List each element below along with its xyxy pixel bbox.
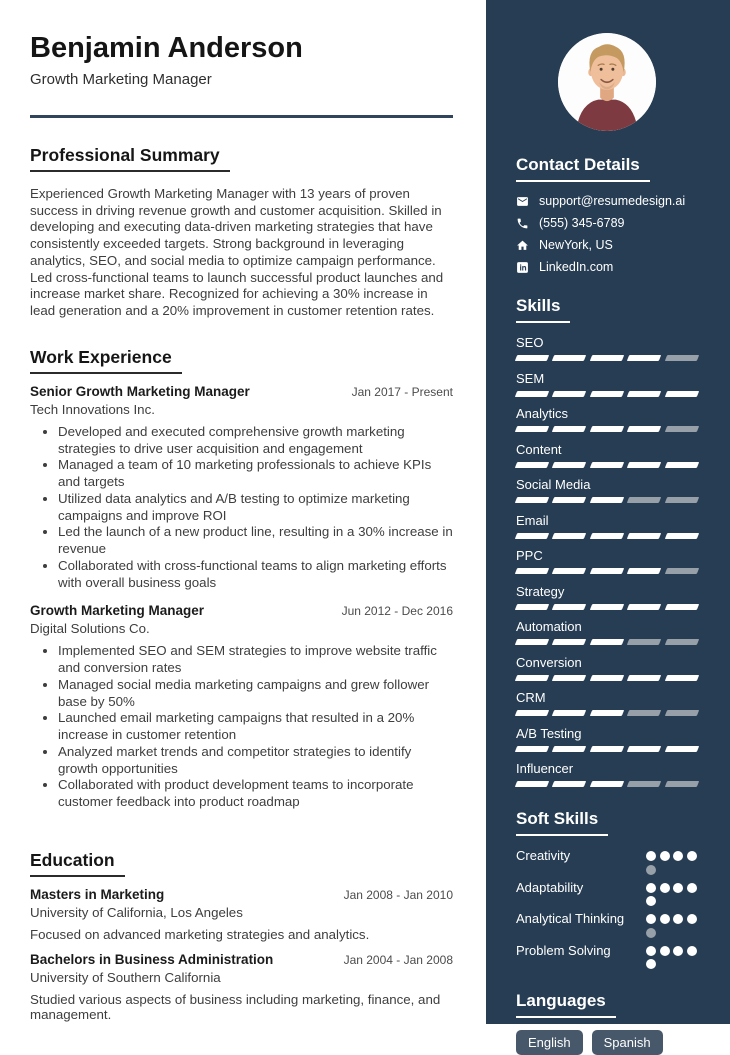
skill-bar — [516, 391, 698, 397]
skill-bar — [516, 675, 698, 681]
skill-row — [516, 690, 698, 716]
soft-skill-dot — [660, 946, 670, 956]
skill-row — [516, 726, 698, 752]
job-bullet: • Analyzed market trends and competitor strategies to identify growth opportunities — [58, 744, 453, 778]
soft-skill-dot — [660, 851, 670, 861]
skill-bar-segment — [664, 675, 699, 681]
job-bullet: • Implemented SEO and SEM strategies to improve website traffic and conversion rates — [58, 643, 453, 677]
contact-text: (555) 345-6789 — [539, 216, 625, 230]
job-entry — [30, 384, 453, 592]
soft-skills-heading: Soft Skills — [516, 809, 608, 836]
education-school: University of Southern California — [30, 969, 221, 985]
skill-bar-segment — [627, 355, 662, 361]
skill-bar-segment — [515, 746, 550, 752]
skill-bar-segment — [664, 426, 699, 432]
skill-bar-segment — [552, 781, 587, 787]
contact-text: support@resumedesign.ai — [539, 194, 686, 208]
skill-bar-segment — [590, 462, 625, 468]
skill-bar-segment — [590, 639, 625, 645]
language-pill: Spanish — [592, 1030, 663, 1055]
contact-item[interactable] — [516, 194, 698, 208]
soft-skill-dots — [646, 946, 698, 970]
skill-bar — [516, 426, 698, 432]
soft-skill-dot — [673, 883, 683, 893]
soft-skill-row — [516, 911, 698, 938]
job-title: Senior Growth Marketing Manager — [30, 383, 250, 399]
soft-skill-dot — [687, 883, 697, 893]
soft-skill-row — [516, 943, 698, 970]
soft-skill-dot — [673, 914, 683, 924]
skill-bar-segment — [664, 604, 699, 610]
soft-skill-dot — [646, 865, 656, 875]
skill-label: PPC — [516, 548, 543, 563]
skill-bar-segment — [627, 746, 662, 752]
skill-bar-segment — [590, 391, 625, 397]
skill-bar-segment — [515, 426, 550, 432]
skill-bar-segment — [664, 639, 699, 645]
job-company: Digital Solutions Co. — [30, 621, 150, 637]
skill-bar — [516, 462, 698, 468]
skills-section — [516, 296, 698, 787]
skill-bar-segment — [552, 497, 587, 503]
skill-bar-segment — [552, 533, 587, 539]
soft-skill-dot — [646, 914, 656, 924]
email-icon — [516, 195, 529, 208]
education-list — [30, 887, 453, 1022]
job-bullet-list — [30, 424, 453, 592]
job-list — [30, 384, 453, 811]
skill-bar-segment — [552, 710, 587, 716]
skill-bar-segment — [515, 391, 550, 397]
skill-row — [516, 477, 698, 503]
soft-skill-dot — [660, 883, 670, 893]
skill-bar-segment — [664, 746, 699, 752]
skill-row — [516, 513, 698, 539]
education-header — [30, 952, 453, 967]
job-header — [30, 384, 453, 399]
soft-skill-dots — [646, 914, 698, 938]
skill-label: Email — [516, 512, 549, 528]
skill-bar-segment — [515, 533, 550, 539]
skills-heading: Skills — [516, 296, 570, 323]
profile-photo — [558, 33, 656, 131]
skill-row — [516, 442, 698, 468]
contact-text: NewYork, US — [539, 238, 613, 252]
skill-bar — [516, 746, 698, 752]
soft-skill-dot — [673, 851, 683, 861]
soft-skill-label: Creativity — [516, 848, 571, 863]
skill-bar-segment — [590, 497, 625, 503]
job-bullet: • Utilized data analytics and A/B testing to optimize marketing campaigns and improve ROI — [58, 491, 453, 525]
skills-list — [516, 335, 698, 787]
skill-bar-segment — [627, 639, 662, 645]
skill-label: Conversion — [516, 654, 582, 670]
person-job-title: Growth Marketing Manager — [30, 70, 212, 88]
skill-bar-segment — [515, 604, 550, 610]
education-dates: Jan 2008 - Jan 2010 — [343, 887, 453, 902]
education-entry — [30, 952, 453, 1022]
job-bullet: • Collaborated with cross-functional teams to align marketing efforts with overall business goals — [58, 558, 453, 592]
sidebar — [486, 0, 730, 1050]
education-dates: Jan 2004 - Jan 2008 — [343, 952, 453, 967]
skill-bar-segment — [515, 462, 550, 468]
soft-skill-dots — [646, 851, 698, 875]
skill-bar-segment — [515, 568, 550, 574]
skill-bar-segment — [515, 639, 550, 645]
summary-text: Experienced Growth Marketing Manager with 13 years of proven success in driving revenue growth and customer acquisition. Skilled in developing and executing data-driven marketing strategies that have consistently exceeded targets. Strong background in leveraging analytics, SEO, and social media to optimize campaign performance. Led cross-functional teams to launch successful product launches and increase market share. Recognized for achieving a 30% increase in lead generation and a 20% improvement in customer retention rates. — [30, 185, 444, 319]
skill-bar — [516, 710, 698, 716]
skill-label: Content — [516, 441, 562, 457]
language-pill: English — [516, 1030, 583, 1055]
job-bullet: • Launched email marketing campaigns that resulted in a 20% increase in customer retention — [58, 710, 453, 744]
skill-label: Influencer — [516, 761, 574, 776]
education-entry — [30, 887, 453, 942]
soft-skill-dot — [646, 896, 656, 906]
contact-item[interactable] — [516, 238, 698, 252]
job-dates: Jan 2017 - Present — [351, 384, 453, 399]
skill-label: CRM — [516, 690, 546, 705]
experience-section — [30, 320, 453, 811]
skill-bar-segment — [515, 710, 550, 716]
skill-bar-segment — [552, 355, 587, 361]
skill-bar-segment — [627, 497, 662, 503]
soft-skill-dot — [646, 959, 656, 969]
contact-list — [516, 194, 698, 274]
soft-skill-dot — [646, 928, 656, 938]
skill-bar-segment — [627, 675, 662, 681]
skill-row — [516, 584, 698, 610]
skill-bar-segment — [590, 355, 625, 361]
skill-bar-segment — [627, 391, 662, 397]
soft-skill-dot — [660, 914, 670, 924]
soft-skill-dot — [687, 946, 697, 956]
skill-bar-segment — [552, 675, 587, 681]
education-description: Focused on advanced marketing strategies and analytics. — [30, 926, 370, 942]
skill-bar-segment — [627, 462, 662, 468]
skill-bar — [516, 604, 698, 610]
skill-bar-segment — [627, 604, 662, 610]
skill-bar-segment — [552, 568, 587, 574]
skill-bar-segment — [590, 710, 625, 716]
skill-bar-segment — [552, 462, 587, 468]
education-section — [30, 823, 453, 1022]
skill-bar-segment — [590, 675, 625, 681]
skill-bar-segment — [664, 391, 699, 397]
avatar — [558, 33, 656, 131]
skill-row — [516, 655, 698, 681]
job-dates: Jun 2012 - Dec 2016 — [341, 604, 453, 619]
skill-bar-segment — [515, 497, 550, 503]
job-company: Tech Innovations Inc. — [30, 401, 155, 417]
skill-bar-segment — [627, 710, 662, 716]
skill-bar-segment — [664, 533, 699, 539]
skill-bar-segment — [664, 781, 699, 787]
job-bullet-list — [30, 643, 453, 811]
skill-bar — [516, 781, 698, 787]
skill-bar-segment — [590, 533, 625, 539]
skill-row — [516, 406, 698, 432]
skill-bar — [516, 533, 698, 539]
education-school: University of California, Los Angeles — [30, 904, 243, 920]
contact-item[interactable] — [516, 260, 698, 274]
soft-skill-label: Analytical Thinking — [516, 911, 625, 926]
job-bullet: • Developed and executed comprehensive growth marketing strategies to drive user acquisition and engagement — [58, 424, 453, 458]
skill-bar — [516, 568, 698, 574]
skill-bar-segment — [664, 710, 699, 716]
skill-bar-segment — [590, 426, 625, 432]
job-bullet: • Led the launch of a new product line, resulting in a 30% increase in revenue — [58, 524, 453, 558]
skill-bar-segment — [515, 355, 550, 361]
skill-bar-segment — [627, 568, 662, 574]
soft-skill-dot — [673, 946, 683, 956]
skill-bar-segment — [515, 781, 550, 787]
skill-bar-segment — [664, 568, 699, 574]
job-title: Growth Marketing Manager — [30, 603, 205, 619]
soft-skill-dots — [646, 883, 698, 907]
education-header — [30, 887, 453, 902]
soft-skill-dot — [646, 883, 656, 893]
languages-list — [516, 1030, 698, 1055]
job-bullet: • Managed social media marketing campaigns and grew follower base by 50% — [58, 677, 453, 711]
education-heading: Education — [30, 850, 125, 877]
header — [30, 33, 453, 88]
skill-row — [516, 371, 698, 397]
skill-label: A/B Testing — [516, 725, 582, 741]
soft-skill-row — [516, 880, 698, 907]
skill-bar-segment — [627, 781, 662, 787]
skill-row — [516, 761, 698, 787]
person-name: Benjamin Anderson — [30, 32, 303, 64]
soft-skills-section — [516, 809, 698, 969]
skill-bar — [516, 639, 698, 645]
experience-heading: Work Experience — [30, 347, 182, 374]
skill-row — [516, 335, 698, 361]
contact-item[interactable] — [516, 216, 698, 230]
skill-bar-segment — [552, 746, 587, 752]
skill-label: SEO — [516, 335, 544, 350]
soft-skill-row — [516, 848, 698, 875]
skill-bar-segment — [590, 781, 625, 787]
education-degree: Bachelors in Business Administration — [30, 951, 274, 967]
soft-skills-list — [516, 848, 698, 969]
skill-bar-segment — [552, 639, 587, 645]
skill-bar-segment — [664, 497, 699, 503]
skill-bar-segment — [590, 604, 625, 610]
job-bullet: • Collaborated with product development teams to incorporate customer feedback into product roadmap — [58, 777, 453, 811]
skill-bar-segment — [552, 604, 587, 610]
contact-heading: Contact Details — [516, 155, 650, 182]
summary-section — [30, 118, 453, 320]
linkedin-icon — [516, 261, 529, 274]
skill-bar-segment — [664, 462, 699, 468]
skill-bar-segment — [627, 533, 662, 539]
languages-heading: Languages — [516, 991, 616, 1018]
soft-skill-dot — [687, 914, 697, 924]
summary-heading: Professional Summary — [30, 145, 230, 172]
phone-icon — [516, 217, 529, 230]
skill-bar — [516, 497, 698, 503]
skill-bar-segment — [664, 355, 699, 361]
skill-bar-segment — [590, 746, 625, 752]
skill-label: Social Media — [516, 477, 591, 492]
soft-skill-dot — [646, 851, 656, 861]
soft-skill-label: Problem Solving — [516, 942, 611, 958]
education-description: Studied various aspects of business including marketing, finance, and management. — [30, 991, 441, 1022]
skill-row — [516, 548, 698, 574]
contact-text: LinkedIn.com — [539, 260, 614, 274]
skill-bar-segment — [590, 568, 625, 574]
job-entry — [30, 603, 453, 811]
education-degree: Masters in Marketing — [30, 886, 165, 902]
soft-skill-label: Adaptability — [516, 879, 584, 895]
job-header — [30, 603, 453, 618]
skill-row — [516, 619, 698, 645]
languages-section — [516, 991, 698, 1055]
skill-label: Strategy — [516, 583, 565, 599]
soft-skill-dot — [646, 946, 656, 956]
skill-bar-segment — [552, 426, 587, 432]
skill-bar-segment — [627, 426, 662, 432]
skill-label: Analytics — [516, 406, 569, 421]
job-bullet: • Managed a team of 10 marketing professionals to achieve KPIs and targets — [58, 457, 453, 491]
skill-bar-segment — [515, 675, 550, 681]
contact-section — [516, 155, 698, 274]
soft-skill-dot — [687, 851, 697, 861]
skill-bar — [516, 355, 698, 361]
skill-label: Automation — [516, 619, 582, 634]
skill-label: SEM — [516, 370, 545, 386]
skill-bar-segment — [552, 391, 587, 397]
home-icon — [516, 239, 529, 252]
